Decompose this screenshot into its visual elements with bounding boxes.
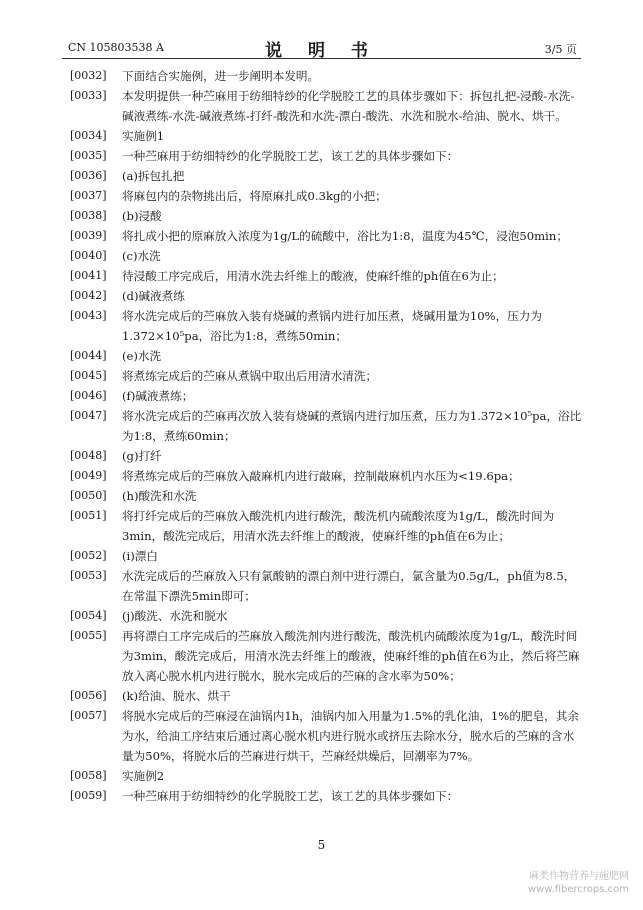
page-count: 3/5 页 (544, 43, 577, 56)
paragraph (70, 766, 582, 786)
paragraph-text: (d)碱液煮练 (122, 289, 185, 303)
paragraph-text: 待浸酸工序完成后，用清水洗去纤维上的酸液，使麻纤维的ph值在6为止； (122, 269, 504, 283)
paragraph-text: (c)水洗 (122, 249, 161, 263)
paragraph-text: 将脱水完成后的苎麻浸在油锅内1h，油锅内加入用量为1.5%的乳化油，1%的肥皂，其余为水，给油工序结束后通过离心脱水机内进行脱水或挤压去除水分，脱水后的苎麻的含水量为50%，将脱水后的苎麻进行烘干，苎麻经烘燥后，回潮率为7%。 (122, 709, 579, 763)
paragraph-number: [0036] (70, 169, 107, 182)
paragraph (70, 466, 582, 486)
paragraph (70, 306, 582, 346)
paragraph (70, 566, 582, 606)
page-title: 说 明 书 (265, 41, 378, 61)
paragraph-text: 将麻包内的杂物挑出后，将原麻扎成0.3kg的小把； (122, 189, 387, 203)
watermark-url: www.fibercrops.com (527, 884, 629, 895)
paragraph-number: [0043] (70, 309, 107, 322)
paragraph (70, 606, 582, 626)
paragraph-text: 将扎成小把的原麻放入浓度为1g/L的硫酸中，浴比为1:8，温度为45℃，浸泡50min； (122, 229, 568, 243)
paragraph-number: [0039] (70, 229, 107, 242)
paragraph (70, 366, 582, 386)
paragraph-text: 将煮练完成后的苎麻放入敲麻机内进行敲麻，控制敲麻机内水压为<19.6pa； (122, 469, 520, 483)
paragraph (70, 786, 582, 806)
paragraph-text: (a)拆包扎把 (122, 169, 185, 183)
paragraph (70, 146, 582, 166)
paragraph (70, 406, 582, 446)
paragraph (70, 386, 582, 406)
paragraph (70, 286, 582, 306)
paragraph-number: [0033] (70, 89, 107, 102)
paragraph-number: [0057] (70, 709, 107, 722)
paragraph-number: [0053] (70, 569, 107, 582)
paragraph-text: (i)漂白 (122, 549, 158, 563)
paragraph (70, 246, 582, 266)
paragraph-number: [0051] (70, 509, 107, 522)
paragraph-text: 再将漂白工序完成后的苎麻放入酸洗剂内进行酸洗，酸洗机内硫酸浓度为1g/L，酸洗时间为3min，酸洗完成后，用清水洗去纤维上的酸液，使麻纤维的ph值在6为止，然后将苎麻放入离心脱水机内进行脱水，脱水完成后的苎麻的含水率为50%； (122, 629, 580, 683)
paragraph-number: [0045] (70, 369, 107, 382)
paragraph (70, 706, 582, 766)
paragraph-text: 水洗完成后的苎麻放入只有氯酸钠的漂白剂中进行漂白，氯含量为0.5g/L，ph值为8.5，在常温下漂洗5min即可； (122, 569, 576, 603)
paragraph (70, 66, 582, 86)
site-watermark (528, 870, 629, 896)
page-header (62, 36, 581, 59)
paragraph-number: [0037] (70, 189, 107, 202)
paragraph-text: (g)打纤 (122, 449, 162, 463)
paragraph-number: [0044] (70, 349, 107, 362)
watermark-title: 麻类作物营养与施肥网 (529, 871, 629, 882)
paragraph-number: [0058] (70, 769, 107, 782)
paragraph-number: [0032] (70, 69, 107, 82)
paragraph-text: 下面结合实施例，进一步阐明本发明。 (122, 69, 320, 83)
paragraph-number: [0046] (70, 389, 107, 402)
paragraph-text: (b)浸酸 (122, 209, 162, 223)
paragraph (70, 226, 582, 246)
paragraph-text: 本发明提供一种苎麻用于纺细特纱的化学脱胶工艺的具体步骤如下：拆包扎把-浸酸-水洗-碱液煮练-水洗-碱液煮练-打纤-酸洗和水洗-漂白-酸洗、水洗和脱水-给油、脱水、烘干。 (122, 89, 575, 123)
paragraph-text: 将水洗完成后的苎麻再次放入装有烧碱的煮锅内进行加压煮，压力为1.372×10⁵pa，浴比为1:8，煮练60min； (122, 409, 582, 443)
paragraph-number: [0050] (70, 489, 107, 502)
paragraph-number: [0038] (70, 209, 107, 222)
patent-number: CN 105803538 A (68, 41, 164, 54)
document-body (70, 66, 582, 806)
paragraph (70, 126, 582, 146)
paragraph (70, 186, 582, 206)
page-number: 5 (317, 838, 326, 852)
paragraph-text: (k)给油、脱水、烘干 (122, 689, 231, 703)
paragraph-number: [0049] (70, 469, 107, 482)
paragraph-text: 一种苎麻用于纺细特纱的化学脱胶工艺，该工艺的具体步骤如下： (122, 149, 459, 163)
paragraph-text: (f)碱液煮练； (122, 389, 194, 403)
paragraph-text: 将打纤完成后的苎麻放入酸洗机内进行酸洗，酸洗机内硫酸浓度为1g/L，酸洗时间为3min，酸洗完成后，用清水洗去纤维上的酸液，使麻纤维的ph值在6为止； (122, 509, 555, 543)
paragraph-text: 一种苎麻用于纺细特纱的化学脱胶工艺，该工艺的具体步骤如下： (122, 789, 459, 803)
paragraph-number: [0034] (70, 129, 107, 142)
paragraph (70, 266, 582, 286)
paragraph-number: [0035] (70, 149, 107, 162)
paragraph-text: 实施例2 (122, 769, 165, 783)
paragraph-number: [0059] (70, 789, 107, 802)
paragraph-number: [0042] (70, 289, 107, 302)
paragraph-number: [0056] (70, 689, 107, 702)
paragraph (70, 86, 582, 126)
paragraph (70, 346, 582, 366)
paragraph-number: [0052] (70, 549, 107, 562)
paragraph-number: [0055] (70, 629, 107, 642)
paragraph-text: 实施例1 (122, 129, 165, 143)
paragraph-number: [0054] (70, 609, 107, 622)
paragraph-text: (e)水洗 (122, 349, 162, 363)
paragraph-number: [0040] (70, 249, 107, 262)
paragraph-text: (h)酸洗和水洗 (122, 489, 197, 503)
paragraph-text: 将煮练完成后的苎麻从煮锅中取出后用清水清洗； (122, 369, 378, 383)
paragraph (70, 546, 582, 566)
paragraph (70, 206, 582, 226)
paragraph (70, 166, 582, 186)
paragraph-number: [0041] (70, 269, 107, 282)
paragraph-number: [0048] (70, 449, 107, 462)
paragraph (70, 486, 582, 506)
paragraph (70, 446, 582, 466)
paragraph-text: (j)酸洗、水洗和脱水 (122, 609, 228, 623)
paragraph (70, 626, 582, 686)
paragraph (70, 686, 582, 706)
paragraph-text: 将水洗完成后的苎麻放入装有烧碱的煮锅内进行加压煮，烧碱用量为10%，压力为1.372×10⁵pa，浴比为1:8，煮练50min； (122, 309, 542, 343)
paragraph-number: [0047] (70, 409, 107, 422)
paragraph (70, 506, 582, 546)
